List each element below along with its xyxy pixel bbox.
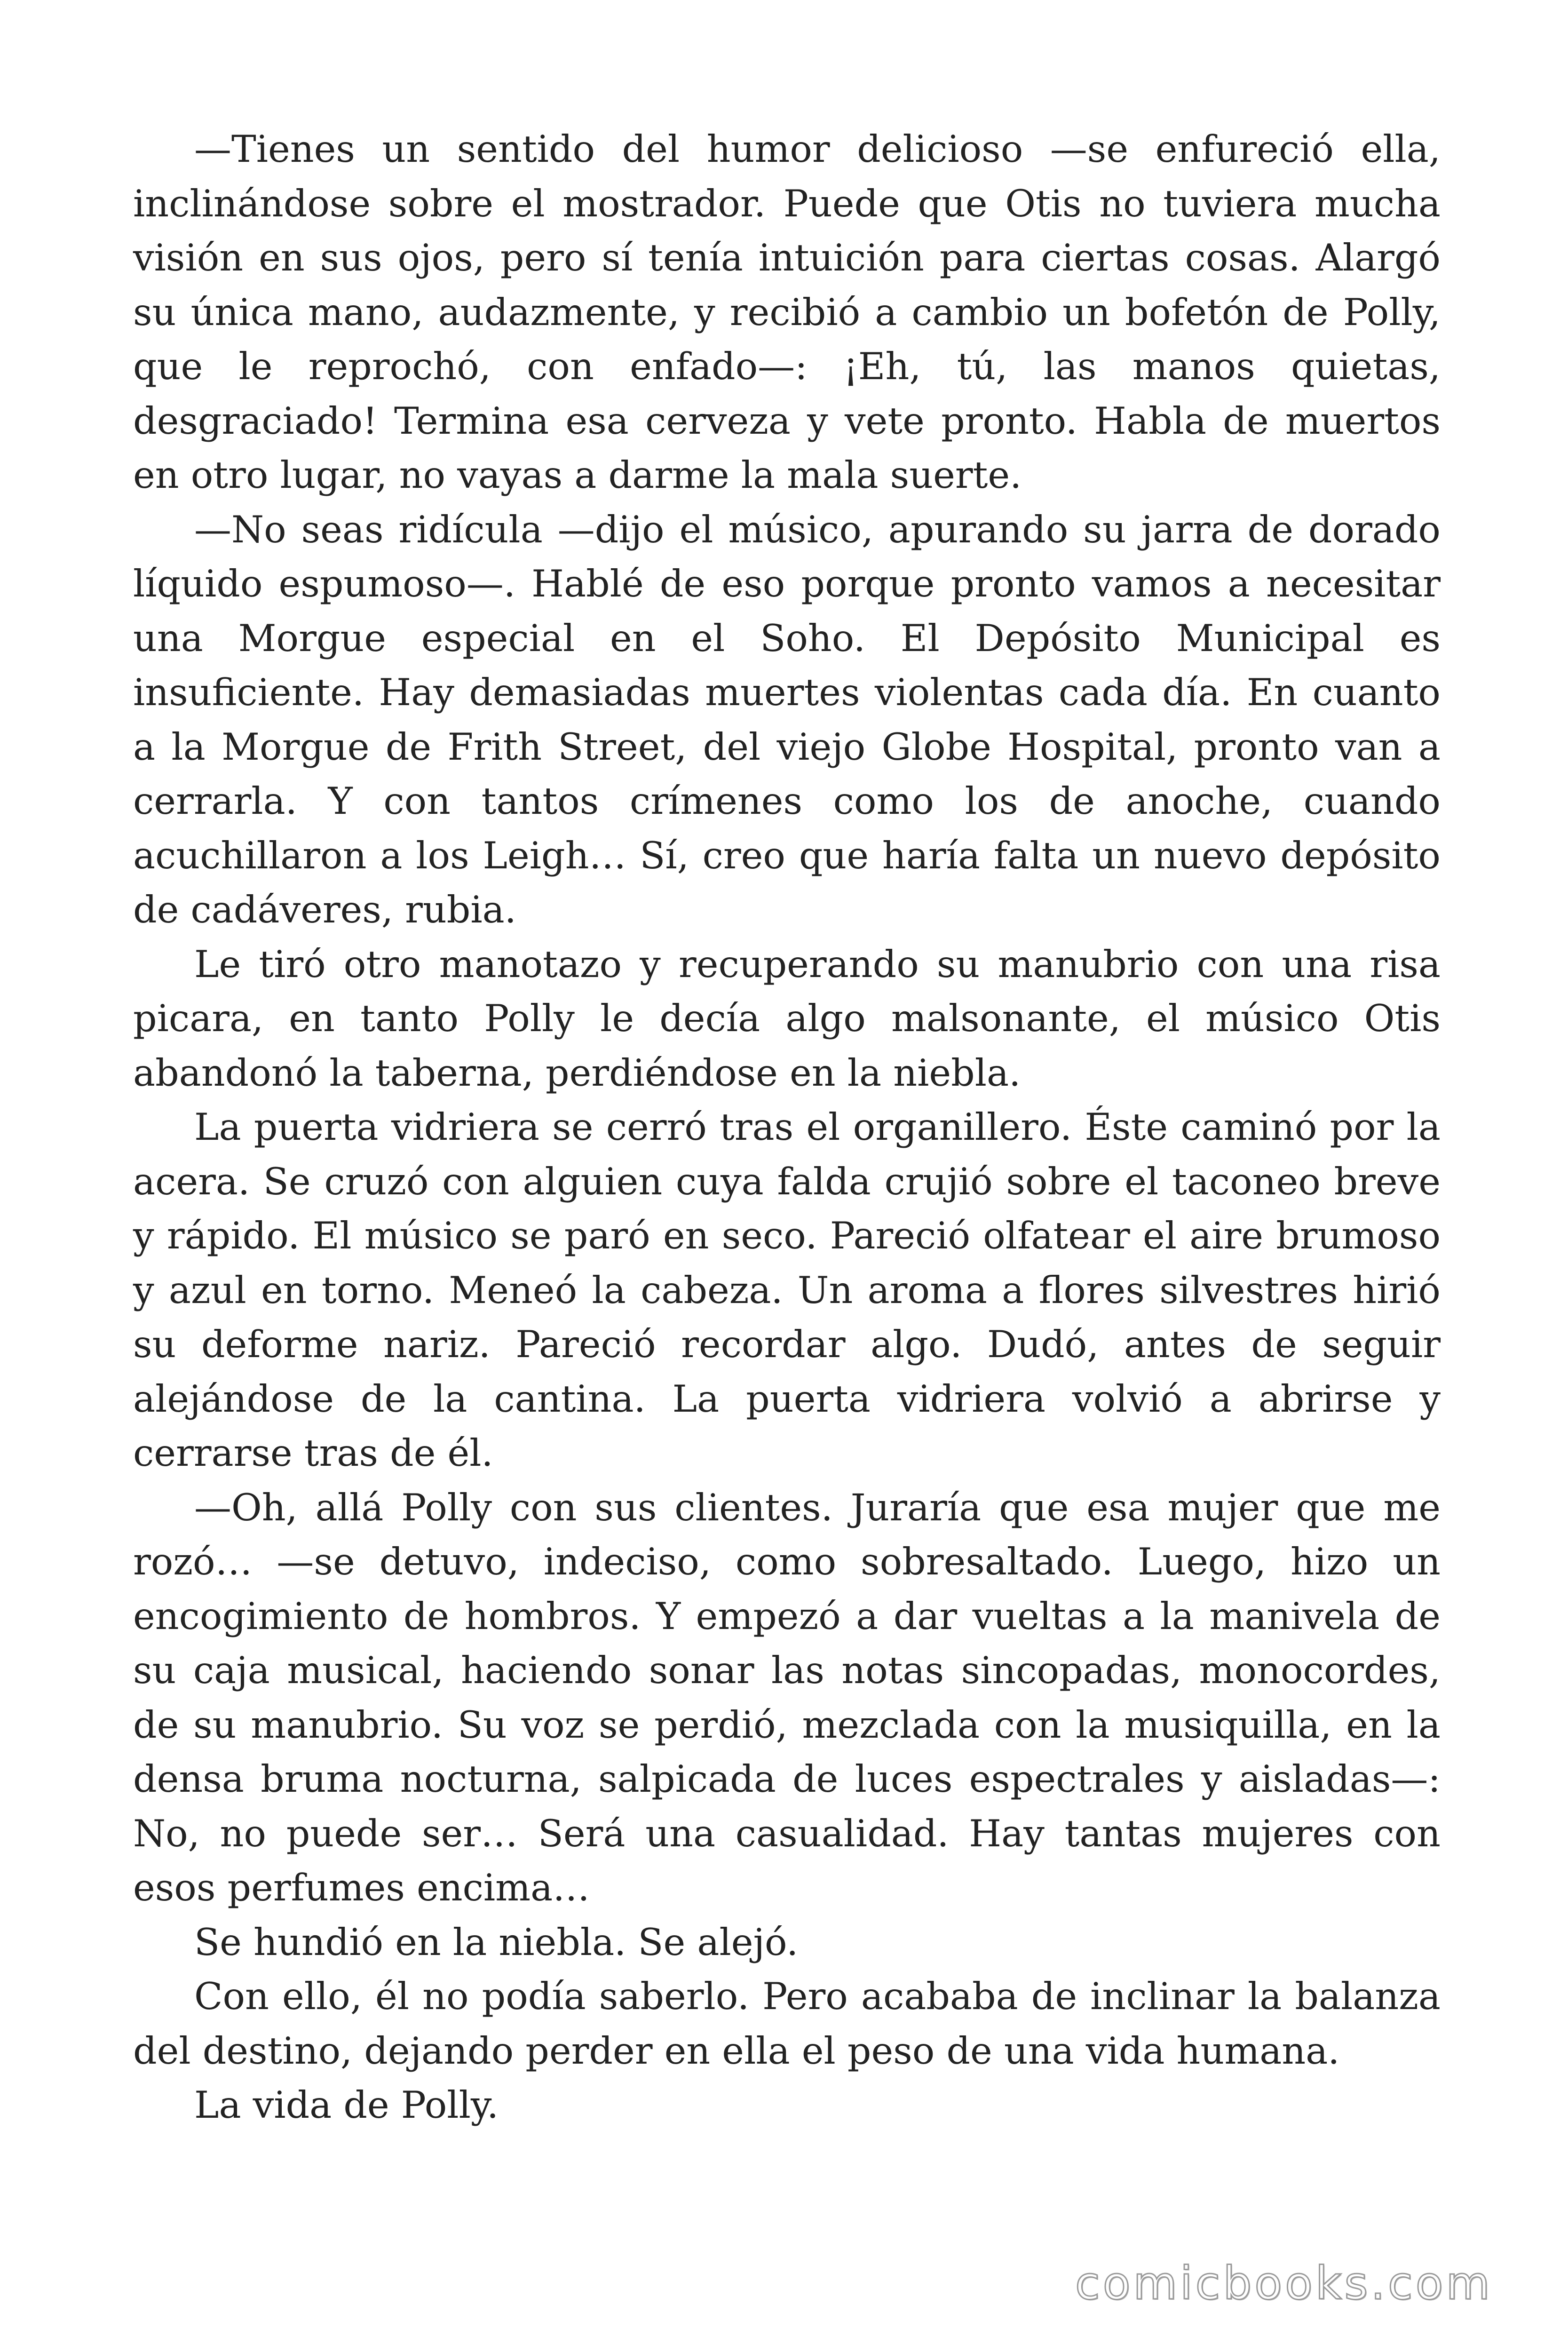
watermark: comicbooks.com: [1075, 2257, 1493, 2310]
paragraph: Con ello, él no podía saberlo. Pero acababa de inclinar la balanza del destino, dejando perder en ella el peso de una vida humana.: [133, 1975, 1441, 2073]
paragraph: Le tiró otro manotazo y recuperando su manubrio con una risa picara, en tanto Polly le decía algo malsonante, el músico Otis abandonó la taberna, perdiéndose en la niebla.: [133, 942, 1441, 1095]
paragraph: —Oh, allá Polly con sus clientes. Juraría que esa mujer que me rozó… —se detuvo, indeciso, como sobresaltado. Luego, hizo un encogimiento de hombros. Y empezó a dar vueltas a la manivela de su caja musical, haciendo sonar las notas sincopadas, monocordes, de su manubrio. Su voz se perdió, mezclada con la musiquilla, en la densa bruma nocturna, salpicada de luces espectrales y aisladas—: No, no puede ser… Será una casualidad. Hay tantas mujeres con esos perfumes encima…: [133, 1486, 1441, 1909]
paragraph: —Tienes un sentido del humor delicioso —se enfureció ella, inclinándose sobre el mostrador. Puede que Otis no tuviera mucha visión en sus ojos, pero sí tenía intuición para ciertas cosas. Alargó su única mano, audazmente, y recibió a cambio un bofetón de Polly, que le reprochó, con enfado—: ¡Eh, tú, las manos quietas, desgraciado! Termina esa cerveza y vete pronto. Habla de muertos en otro lugar, no vayas a darme la mala suerte.: [133, 127, 1441, 497]
paragraph: Se hundió en la niebla. Se alejó.: [194, 1920, 799, 1964]
paragraph: —No seas ridícula —dijo el músico, apurando su jarra de dorado líquido espumoso—. Hablé de eso porque pronto vamos a necesitar una Morgue especial en el Soho. El Depósito Municipal es insuficiente. Hay demasiadas muertes violentas cada día. En cuanto a la Morgue de Frith Street, del viejo Globe Hospital, pronto van a cerrarla. Y con tantos crímenes como los de anoche, cuando acuchillaron a los Leigh… Sí, creo que haría falta un nuevo depósito de cadáveres, rubia.: [133, 508, 1441, 931]
paragraph: La vida de Polly.: [194, 2083, 499, 2127]
paragraph: La puerta vidriera se cerró tras el organillero. Éste caminó por la acera. Se cruzó con alguien cuya falda crujió sobre el taconeo breve y rápido. El músico se paró en seco. Pareció olfatear el aire brumoso y azul en torno. Meneó la cabeza. Un aroma a flores silvestres hirió su deforme nariz. Pareció recordar algo. Dudó, antes de seguir alejándose de la cantina. La puerta vidriera volvió a abrirse y cerrarse tras de él.: [133, 1105, 1441, 1475]
body-text: [133, 122, 1441, 2133]
